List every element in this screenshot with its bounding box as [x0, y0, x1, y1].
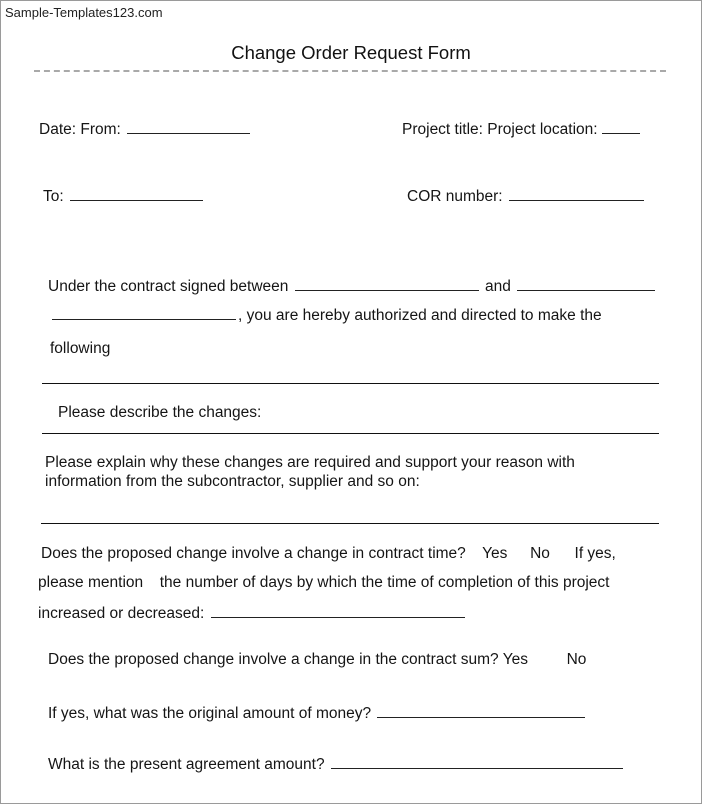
title-divider — [34, 70, 666, 72]
time-no-option[interactable]: No — [530, 545, 550, 562]
watermark: Sample-Templates123.com — [5, 5, 163, 20]
time-days-text: the number of days by which the time of completion of this project — [159, 574, 610, 591]
sum-yes-option[interactable]: Yes — [502, 651, 528, 668]
contract-line-1 — [48, 276, 657, 296]
explain-answer-line[interactable] — [41, 523, 659, 524]
time-mention: please mention — [38, 574, 144, 591]
sum-no-option[interactable]: No — [566, 651, 587, 668]
contract-suffix: , you are hereby authorized and directed to make the — [238, 307, 602, 324]
contract-line-3: following — [50, 340, 111, 357]
contract-party-3-input[interactable] — [52, 305, 236, 320]
original-amount-input[interactable] — [377, 703, 585, 718]
sum-question-text: Does the proposed change involve a change in the contract sum? — [48, 651, 499, 668]
following-answer-line[interactable] — [42, 383, 659, 384]
time-increase-label: increased or decreased: — [38, 605, 205, 622]
time-question-line-1 — [41, 545, 616, 563]
time-question-line-3 — [38, 603, 467, 623]
date-from-field — [39, 119, 252, 139]
original-amount-label: If yes, what was the original amount of money? — [48, 705, 372, 722]
contract-line-2 — [52, 305, 602, 325]
page-title: Change Order Request Form — [231, 42, 471, 63]
original-amount-field — [48, 703, 587, 723]
to-field — [43, 186, 205, 206]
date-from-label: Date: From: — [39, 121, 121, 138]
time-question-line-2 — [38, 574, 609, 592]
cor-number-label: COR number: — [407, 188, 503, 205]
project-location-input[interactable] — [602, 119, 640, 134]
present-amount-input[interactable] — [331, 754, 623, 769]
describe-answer-line[interactable] — [42, 433, 659, 434]
time-yes-option[interactable]: Yes — [482, 545, 508, 562]
to-label: To: — [43, 188, 64, 205]
describe-label: Please describe the changes: — [58, 404, 262, 421]
explain-line-2: information from the subcontractor, supplier and so on: — [45, 473, 420, 490]
time-if-yes: If yes, — [574, 545, 616, 562]
time-question-text: Does the proposed change involve a change in contract time? — [41, 545, 466, 562]
to-input[interactable] — [70, 186, 203, 201]
sum-question — [48, 651, 586, 669]
contract-and: and — [485, 278, 511, 295]
contract-party-2-input[interactable] — [517, 276, 655, 291]
explain-line-1: Please explain why these changes are required and support your reason with — [45, 454, 575, 471]
cor-number-input[interactable] — [509, 186, 644, 201]
project-field — [402, 119, 642, 139]
date-from-input[interactable] — [127, 119, 250, 134]
present-amount-label: What is the present agreement amount? — [48, 756, 325, 773]
contract-prefix: Under the contract signed between — [48, 278, 289, 295]
time-days-input[interactable] — [211, 603, 465, 618]
present-amount-field — [48, 754, 625, 774]
cor-number-field — [407, 186, 646, 206]
project-label: Project title: Project location: — [402, 121, 598, 138]
contract-party-1-input[interactable] — [295, 276, 479, 291]
